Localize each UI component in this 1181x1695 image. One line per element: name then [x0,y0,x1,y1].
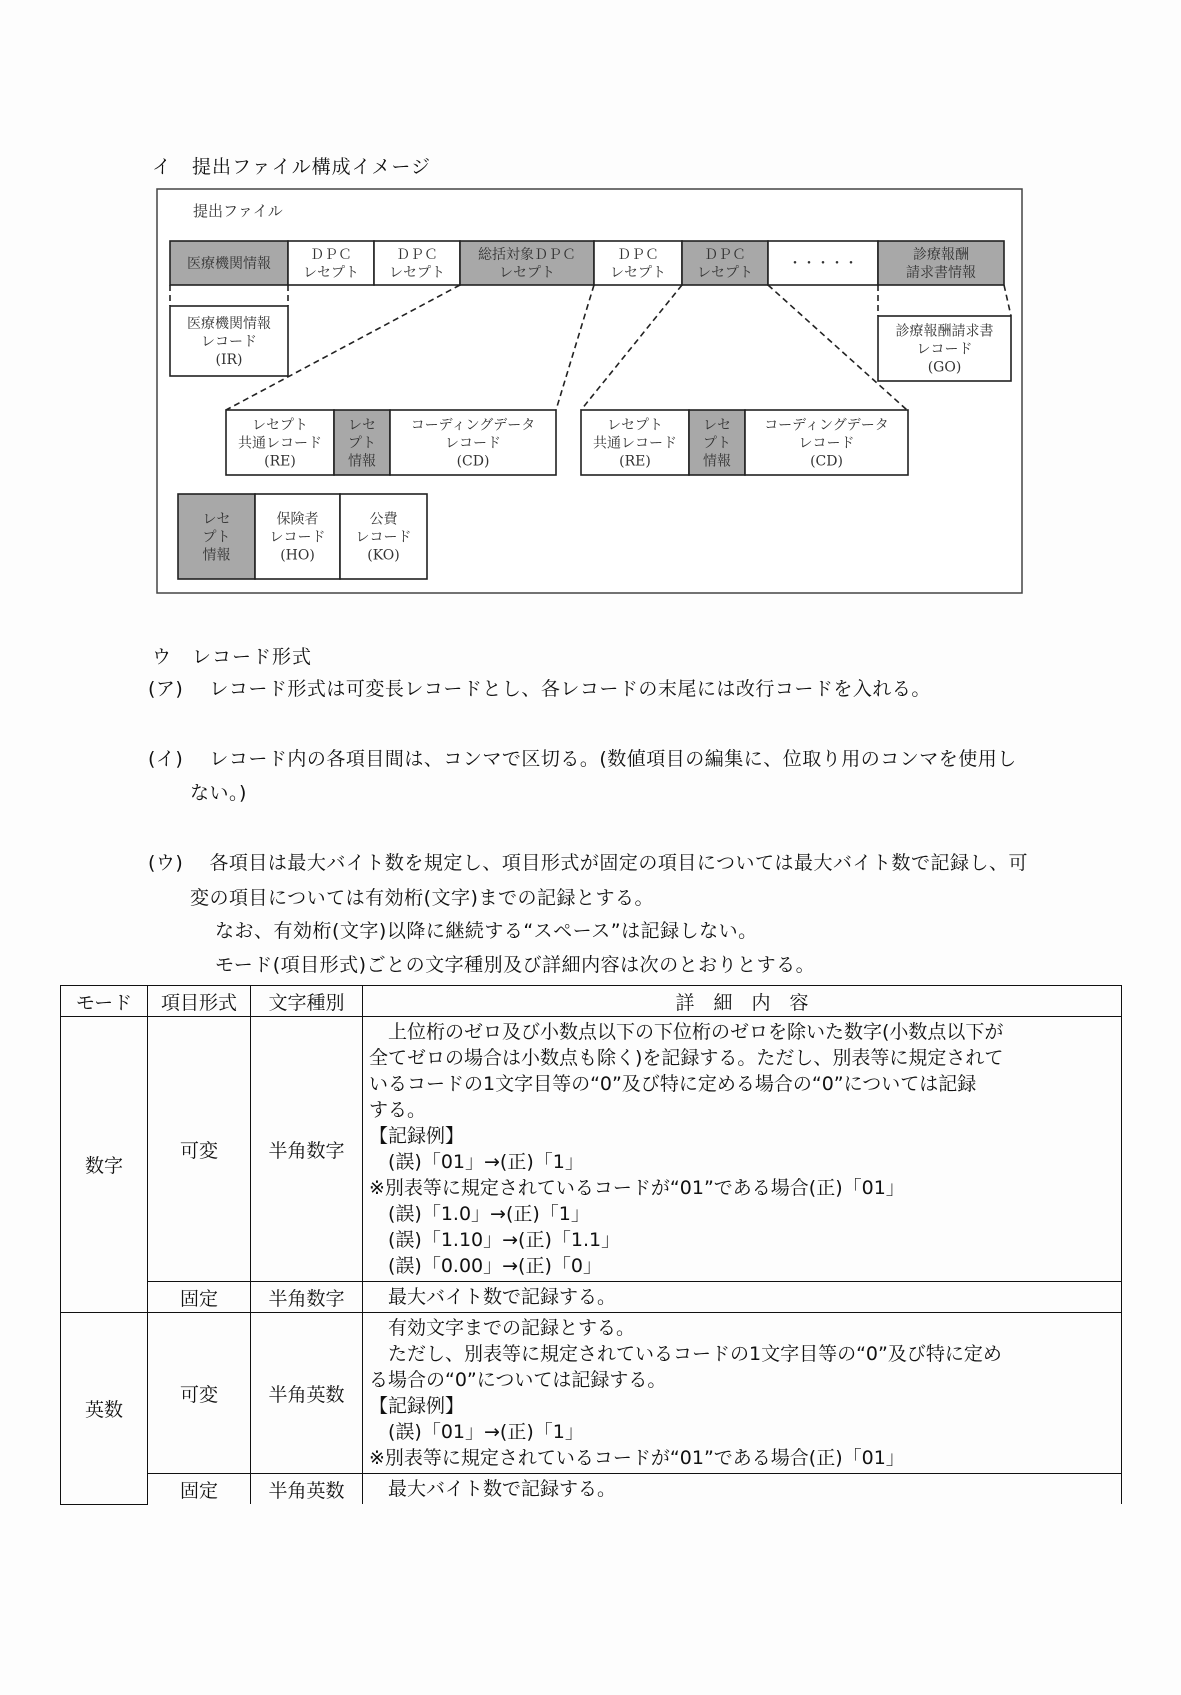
receipt-left-record-2-label: (CD) [456,453,490,470]
ir-record [170,306,288,376]
item-i-text-1: レコード内の各項目間は、コンマで区切る。(数値項目の編集に、位取り用のコンマを使用し [209,748,1017,770]
receipt-info-record-1-label: (HO) [280,547,315,564]
cell-format: 固定 [148,1282,251,1313]
section-heading-file-structure: イ 提出ファイル構成イメージ [152,156,432,178]
go-record-label: 診療報酬請求書 [895,323,994,340]
file-cell-dpc-receipt-4-label: レセプト [697,265,753,281]
receipt-info-record-2-label: レコード [355,529,412,546]
receipt-right-record-2-label: レコード [798,435,855,452]
receipt-info-record-0-label: レセ [202,511,231,528]
cell-format: 可変 [148,1017,251,1282]
cell-format: 可変 [148,1313,251,1474]
receipt-right-record-1-label: 情報 [703,453,731,470]
receipt-info-record-2 [340,494,427,579]
receipt-info-record-1 [255,494,340,579]
table-header-row [61,986,1122,1017]
file-row [170,241,1004,285]
file-cell-hospital-info [170,241,288,285]
cell-mode: 英数 [61,1313,148,1505]
file-cell-hospital-info-label: 医療機関情報 [187,256,271,272]
file-cell-dpc-receipt-1 [288,241,374,285]
ir-record-label: (IR) [215,352,243,368]
cell-detail [363,1474,1122,1505]
receipt-info-record-group [178,494,427,579]
file-cell-summary-dpc-receipt [460,241,594,285]
detail-line: 最大バイト数で記録する。 [369,1286,617,1308]
detail-line: 【記録例】 [369,1125,465,1147]
item-i-label: (イ) [148,748,184,770]
cell-char-type: 半角数字 [251,1282,363,1313]
detail-line: 【記録例】 [369,1395,465,1417]
detail-line: (誤)「01」→(正)「1」 [369,1151,584,1173]
receipt-info-record-1-label: 保険者 [276,511,319,528]
cell-detail [363,1313,1122,1474]
item-u-text-4: モード(項目形式)ごとの文字種別及び詳細内容は次のとおりとする。 [215,954,816,976]
receipt-right-record-2-label: (CD) [810,453,843,470]
cell-char-type: 半角英数 [251,1474,363,1505]
detail-line: 上位桁のゼロ及び小数点以下の下位桁のゼロを除いた数字(小数点以下が [369,1021,1004,1043]
file-cell-dpc-receipt-1-label: ＤＰＣ [310,247,352,263]
detail-line: 有効文字までの記録とする。 [369,1317,636,1339]
receipt-left-record-2-label: コーディングデータ [410,417,536,434]
mode-table [60,985,1122,1505]
file-cell-summary-dpc-receipt-label: 総括対象ＤＰＣ [478,247,576,263]
receipt-right-record-0 [581,410,689,475]
receipt-left-record-1-label: プト [348,435,376,452]
ir-record-box [170,306,288,376]
receipt-info-record-0-label: プト [202,529,231,546]
item-a [148,676,931,702]
receipt-left-record-2-label: レコード [445,435,501,452]
table-row [61,1313,1122,1474]
detail-line: る場合の“0”については記録する。 [369,1369,667,1391]
go-record-label: レコード [916,341,973,358]
receipt-right-record-0-label: レセプト [607,417,663,434]
detail-line: いるコードの1文字目等の“0”及び特に定める場合の“0”については記録 [369,1073,977,1095]
detail-line: 全てゼロの場合は小数点も除く)を記録する。ただし、別表等に規定されて [369,1047,1004,1069]
item-i [148,746,1017,772]
receipt-right-record-2 [745,410,908,475]
item-a-label: (ア) [148,678,184,700]
receipt-info-record-2-label: 公費 [369,511,398,528]
cell-char-type: 半角英数 [251,1313,363,1474]
detail-line: ただし、別表等に規定されているコードの1文字目等の“0”及び特に定め [369,1343,1002,1365]
cell-detail [363,1282,1122,1313]
go-record-label: (GO) [927,359,962,376]
receipt-left-record-0-label: レセプト [252,417,308,434]
receipt-right-record-1 [689,410,745,475]
ir-record-label: レコード [201,334,257,350]
cell-detail [363,1017,1122,1282]
submission-file-label: 提出ファイル [193,202,283,220]
file-cell-dpc-receipt-3-label: ＤＰＣ [617,247,659,263]
item-u-text-1: 各項目は最大バイト数を規定し、項目形式が固定の項目については最大バイト数で記録し、可 [209,852,1028,874]
section-heading-record-format: ウ レコード形式 [152,646,313,668]
receipt-info-record-1-label: レコード [269,529,326,546]
receipt-left-record-1-label: レセ [348,417,376,434]
ir-record-label: 医療機関情報 [187,316,271,332]
item-u-text-2: 変の項目については有効桁(文字)までの記録とする。 [190,887,654,909]
file-cell-dpc-receipt-3 [594,241,682,285]
table-row [61,1282,1122,1313]
detail-line: ※別表等に規定されているコードが“01”である場合(正)「01」 [369,1177,905,1199]
receipt-left-record-1-label: 情報 [348,453,376,470]
item-u-label: (ウ) [148,852,184,874]
receipt-left-record-2 [390,410,556,475]
detail-line: ※別表等に規定されているコードが“01”である場合(正)「01」 [369,1447,905,1469]
receipt-right-record-1-label: プト [703,435,731,452]
header-char-type: 文字種別 [251,986,363,1017]
cell-format: 固定 [148,1474,251,1505]
file-cell-dpc-receipt-4-label: ＤＰＣ [704,247,746,263]
file-cell-summary-dpc-receipt-label: レセプト [499,265,555,281]
receipt-left-record-0-label: 共通レコード [238,435,322,452]
receipt-record-group-left [226,410,556,475]
detail-line: (誤)「0.00」→(正)「0」 [369,1255,602,1277]
header-mode: モード [61,986,148,1017]
file-cell-dpc-receipt-2-label: レセプト [389,265,445,281]
detail-line: 最大バイト数で記録する。 [369,1478,617,1500]
table-row [61,1474,1122,1505]
file-cell-claim-info-label: 診療報酬 [913,247,969,263]
detail-line: (誤)「1.10」→(正)「1.1」 [369,1229,621,1251]
file-cell-dpc-receipt-3-label: レセプト [610,265,666,281]
file-cell-claim-info-label: 請求書情報 [906,265,976,281]
receipt-left-record-0-label: (RE) [264,453,296,470]
receipt-info-record-2-label: (KO) [367,547,400,564]
header-format: 項目形式 [148,986,251,1017]
item-a-text: レコード形式は可変長レコードとし、各レコードの末尾には改行コードを入れる。 [209,678,931,700]
file-cell-dpc-receipt-2-label: ＤＰＣ [396,247,438,263]
file-cell-dpc-receipt-1-label: レセプト [303,265,359,281]
detail-line: (誤)「01」→(正)「1」 [369,1421,584,1443]
item-u [148,850,1028,876]
receipt-info-record-0 [178,494,255,579]
file-cell-dpc-receipt-4 [682,241,768,285]
item-i-text-2: ない。) [190,782,247,804]
file-cell-ellipsis [768,241,878,285]
receipt-right-record-0-label: (RE) [619,453,651,470]
go-record-box [878,316,1011,381]
receipt-left-record-1 [334,410,390,475]
receipt-right-record-2-label: コーディングデータ [764,417,889,434]
detail-line: (誤)「1.0」→(正)「1」 [369,1203,590,1225]
receipt-record-group-right [581,410,908,475]
receipt-right-record-1-label: レセ [703,417,731,434]
cell-mode: 数字 [61,1017,148,1313]
cell-char-type: 半角数字 [251,1017,363,1282]
receipt-info-record-0-label: 情報 [202,547,231,564]
receipt-right-record-0-label: 共通レコード [593,435,677,452]
file-structure-diagram [0,0,1181,620]
header-detail: 詳 細 内 容 [363,986,1122,1017]
item-u-text-3: なお、有効桁(文字)以降に継続する“スペース”は記録しない。 [215,920,758,942]
file-cell-ellipsis-label: ・・・・・ [788,256,858,272]
file-cell-claim-info [878,241,1004,285]
go-record [878,316,1011,381]
table-row [61,1017,1122,1282]
detail-line: する。 [369,1099,427,1121]
receipt-left-record-0 [226,410,334,475]
file-cell-dpc-receipt-2 [374,241,460,285]
